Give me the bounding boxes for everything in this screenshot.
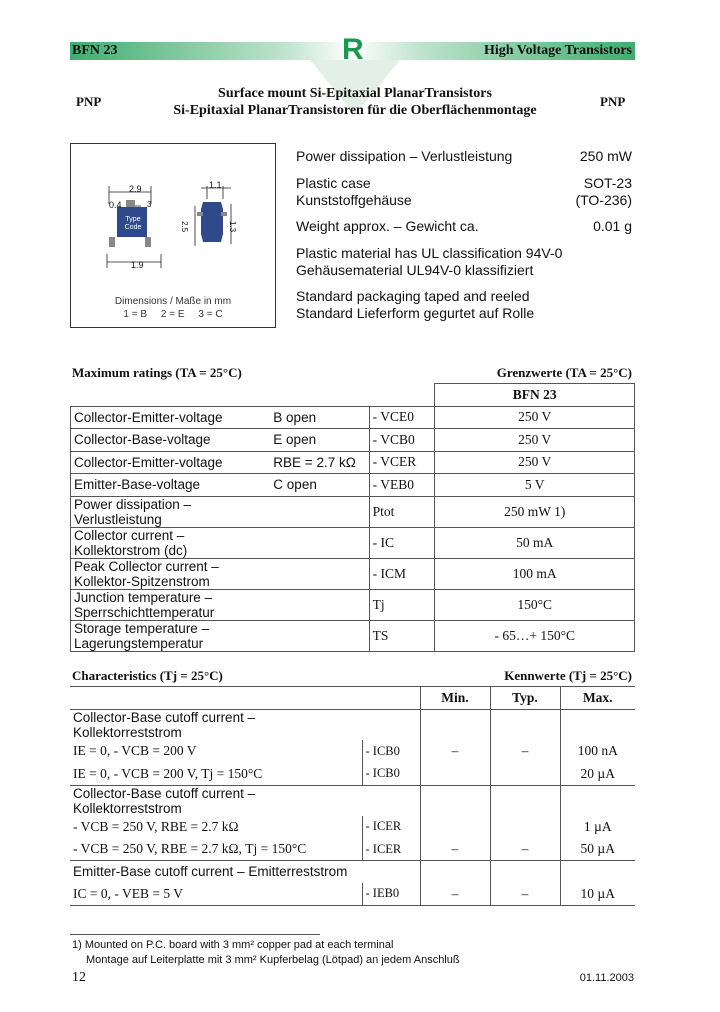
- max-rating-param: Peak Collector current – Kollektor-Spitzenstrom: [71, 558, 274, 589]
- dim-1-3: 1.3: [228, 220, 238, 233]
- char-sym: - IEB0: [362, 883, 420, 906]
- max-rating-sym: - IC: [369, 527, 435, 558]
- category-title: High Voltage Transistors: [483, 43, 632, 58]
- col-min: Min.: [420, 687, 490, 710]
- max-rating-row: [71, 451, 635, 474]
- spec-power-value: 250 mW: [579, 148, 632, 164]
- max-rating-cond: [273, 558, 369, 589]
- max-rating-cond: [273, 527, 369, 558]
- max-rating-param: Collector-Emitter-voltage: [71, 406, 274, 429]
- max-rating-param: Storage temperature – Lagerungstemperatur: [71, 620, 274, 651]
- char-min: [420, 763, 490, 786]
- col-typ: Typ.: [490, 687, 560, 710]
- max-rating-cond: [273, 496, 369, 527]
- char-sym: - ICB0: [362, 763, 420, 786]
- dimension-caption: Dimensions / Maße in mm: [114, 296, 232, 307]
- char-min: –: [420, 838, 490, 861]
- char-group-title: Collector-Base cutoff current – Kollektorreststrom: [73, 785, 256, 816]
- package-drawing: [70, 143, 276, 328]
- max-rating-sym: - VCE0: [369, 406, 435, 429]
- max-rating-param: Collector current – Kollektorstrom (dc): [71, 527, 274, 558]
- spec-case-value-alt: (TO-236): [575, 192, 632, 208]
- char-max: 50 µA: [560, 838, 635, 861]
- char-cond: IE = 0, - VCB = 200 V: [73, 743, 197, 759]
- char-max: 20 µA: [560, 763, 635, 786]
- max-rating-val: 50 mA: [435, 527, 635, 558]
- char-max: 100 nA: [577, 743, 618, 759]
- max-rating-val: 250 V: [435, 406, 635, 429]
- spec-case-value: SOT-23: [583, 175, 632, 191]
- char-group-row: [70, 710, 635, 741]
- spec-case-label: Plastic case: [296, 175, 371, 191]
- max-rating-sym: Ptot: [369, 496, 435, 527]
- characteristics-title: Characteristics (Tj = 25°C): [72, 668, 223, 683]
- max-rating-cond: [273, 589, 369, 620]
- max-ratings-header-row: [71, 384, 635, 407]
- char-row: [70, 838, 635, 861]
- max-rating-val: 150°C: [435, 589, 635, 620]
- spec-ul-line-1: Plastic material has UL classification 94V-0: [296, 245, 563, 261]
- max-rating-sym: - VCER: [369, 451, 435, 474]
- char-row: [70, 740, 635, 763]
- max-ratings-title: Maximum ratings (TA = 25°C): [72, 365, 242, 380]
- max-rating-cond: E open: [273, 429, 369, 452]
- footer-date: 01.11.2003: [579, 972, 634, 984]
- max-rating-row: [71, 429, 635, 452]
- max-rating-param: Collector-Emitter-voltage: [71, 451, 274, 474]
- characteristics-title-de: Kennwerte (Tj = 25°C): [504, 668, 632, 683]
- footnote-rule: [70, 934, 320, 935]
- dim-3: 3: [147, 200, 152, 209]
- char-cond: - VCB = 250 V, RBE = 2.7 kΩ: [73, 818, 239, 834]
- char-row: [70, 763, 635, 786]
- char-row: [70, 816, 635, 839]
- max-rating-cond: B open: [273, 406, 369, 429]
- char-sym: - ICER: [362, 838, 420, 861]
- char-typ: –: [490, 883, 560, 906]
- spec-weight-label: Weight approx. – Gewicht ca.: [296, 218, 479, 234]
- char-group-title: Collector-Base cutoff current – Kollektorreststrom: [73, 710, 256, 740]
- spec-weight-value: 0.01 g: [593, 218, 632, 234]
- char-sym: - ICER: [362, 816, 420, 839]
- spec-case-label-de: Kunststoffgehäuse: [296, 192, 412, 208]
- max-rating-row: [71, 406, 635, 429]
- max-rating-cond: C open: [273, 474, 369, 497]
- max-rating-sym: - VCB0: [369, 429, 435, 452]
- char-group-row: [70, 861, 635, 883]
- spec-pack-line-1: Standard packaging taped and reeled: [296, 288, 530, 304]
- max-rating-row: [71, 589, 635, 620]
- spec-power-label: Power dissipation – Verlustleistung: [296, 148, 513, 164]
- title-line-2: Si-Epitaxial PlanarTransistoren für die Oberflächenmontage: [173, 103, 537, 118]
- max-ratings-table: [70, 383, 635, 652]
- col-max: Max.: [560, 687, 635, 710]
- max-rating-val: 250 V: [435, 451, 635, 474]
- polarity-right: PNP: [600, 94, 626, 109]
- max-rating-param: Power dissipation – Verlustleistung: [71, 496, 274, 527]
- max-rating-param: Junction temperature – Sperrschichttemperatur: [71, 589, 274, 620]
- char-typ: –: [490, 838, 560, 861]
- max-rating-val: 250 V: [435, 429, 635, 452]
- characteristics-table: [70, 686, 635, 906]
- char-typ: –: [490, 740, 560, 763]
- max-rating-row: [71, 558, 635, 589]
- column-bfn23: BFN 23: [435, 384, 635, 407]
- brand-logo: R: [342, 33, 364, 66]
- type-code: Type Code: [124, 216, 142, 231]
- characteristics-header-row: [70, 687, 635, 710]
- dim-1-9: 1.9: [131, 260, 144, 270]
- part-number: BFN 23: [72, 43, 118, 58]
- max-rating-val: 5 V: [435, 474, 635, 497]
- title-line-1: Surface mount Si-Epitaxial PlanarTransistors: [218, 86, 492, 101]
- char-cond: IC = 0, - VEB = 5 V: [70, 883, 362, 906]
- char-cond: - VCB = 250 V, RBE = 2.7 kΩ, Tj = 150°C: [70, 838, 362, 861]
- char-row: [70, 883, 635, 906]
- page-number: 12: [72, 970, 86, 985]
- max-rating-sym: - VEB0: [369, 474, 435, 497]
- footnote-line-1: 1) Mounted on P.C. board with 3 mm² copper pad at each terminal: [72, 939, 394, 951]
- polarity-left: PNP: [76, 94, 102, 109]
- char-min: –: [420, 740, 490, 763]
- max-ratings-title-de: Grenzwerte (TA = 25°C): [496, 365, 632, 380]
- max-rating-param: Emitter-Base-voltage: [71, 474, 274, 497]
- max-rating-val: - 65…+ 150°C: [435, 620, 635, 651]
- char-typ: [490, 816, 560, 839]
- char-min: [420, 816, 490, 839]
- char-group-title: Emitter-Base cutoff current – Emitterreststrom: [73, 864, 348, 880]
- dim-2-5: 2.5: [180, 220, 190, 233]
- spec-ul-line-2: Gehäusematerial UL94V-0 klassifiziert: [296, 262, 534, 278]
- char-typ: [490, 763, 560, 786]
- max-rating-row: [71, 496, 635, 527]
- pin-legend: 1 = B 2 = E 3 = C: [123, 309, 223, 320]
- max-rating-sym: Tj: [369, 589, 435, 620]
- max-rating-sym: TS: [369, 620, 435, 651]
- max-rating-row: [71, 474, 635, 497]
- max-rating-val: 250 mW 1): [435, 496, 635, 527]
- max-rating-cond: RBE = 2.7 kΩ: [273, 451, 369, 474]
- spec-pack-line-2: Standard Lieferform gegurtet auf Rolle: [296, 305, 535, 321]
- max-rating-val: 100 mA: [435, 558, 635, 589]
- char-max: 10 µA: [560, 883, 635, 906]
- max-rating-sym: - ICM: [369, 558, 435, 589]
- max-rating-param: Collector-Base-voltage: [71, 429, 274, 452]
- char-cond: IE = 0, - VCB = 200 V, Tj = 150°C: [70, 763, 362, 786]
- char-group-row: [70, 785, 635, 816]
- dim-2-9: 2.9: [129, 184, 142, 194]
- char-sym: - ICB0: [362, 740, 420, 763]
- dim-0-4: 0.4: [109, 200, 122, 210]
- char-min: –: [420, 883, 490, 906]
- max-rating-row: [71, 527, 635, 558]
- max-rating-row: [71, 620, 635, 651]
- max-rating-cond: [273, 620, 369, 651]
- char-max: 1 µA: [583, 818, 612, 834]
- footnote-line-2: Montage auf Leiterplatte mit 3 mm² Kupferbelag (Lötpad) an jedem Anschluß: [86, 954, 460, 966]
- dim-1-1: 1.1: [209, 180, 222, 190]
